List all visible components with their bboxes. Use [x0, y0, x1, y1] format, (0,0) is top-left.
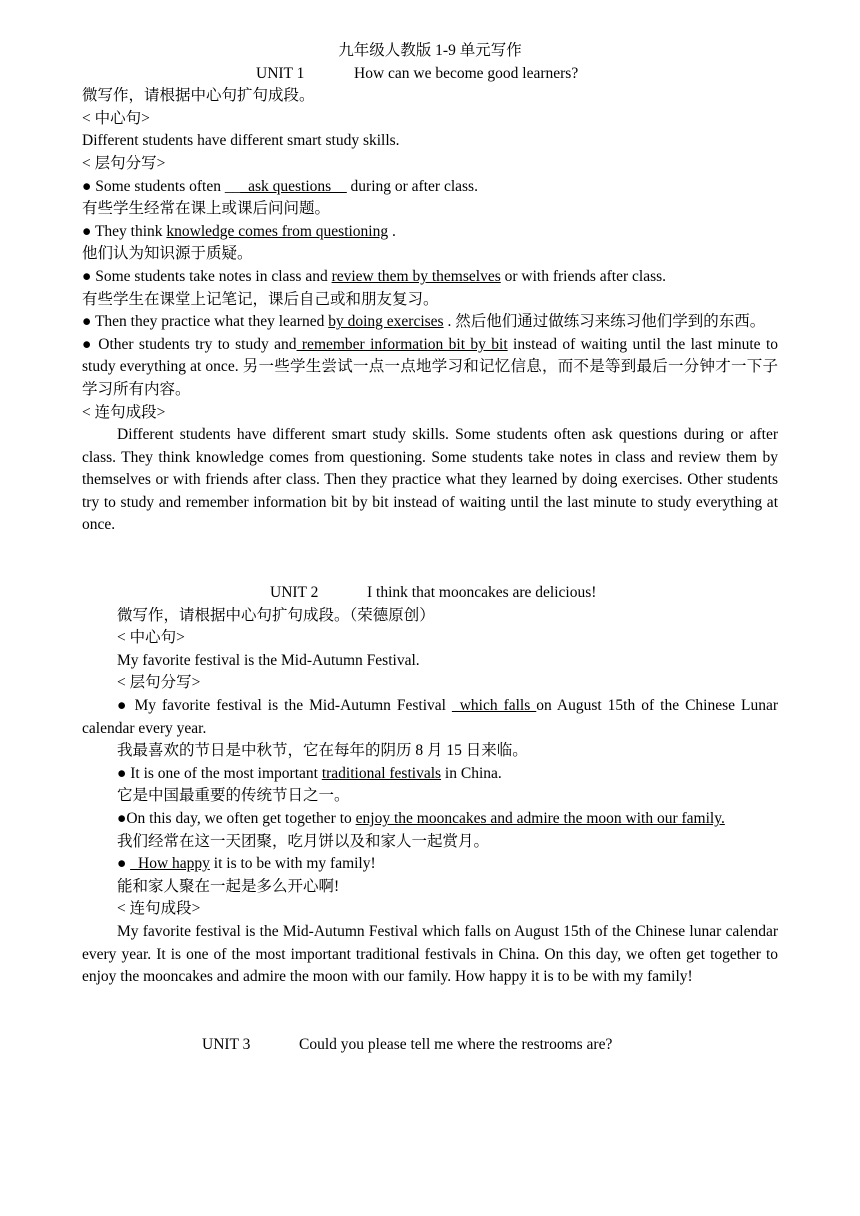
answer-underlined: traditional festivals — [321, 764, 442, 782]
unit2-bullet-1-cn: 我最喜欢的节日是中秋节，它在每年的阴历 8 月 15 日来临。 — [117, 742, 528, 760]
unit2-bullet-3 — [82, 808, 778, 831]
spacer — [82, 989, 778, 1034]
unit1-bullet-1-cn: 有些学生经常在课上或课后问问题。 — [82, 200, 331, 218]
answer-underlined: _ask questions__ — [240, 177, 347, 195]
unit2-number: UNIT 2 — [270, 584, 319, 602]
unit2-paragraph: My favorite festival is the Mid-Autumn Festival which falls on August 15th of the Chinese lunar calendar every year. It is one of the most important traditional festivals in China. On this day, we often get together to enjoy the mooncakes and admire the moon with our family. How happy it is to be with my family! — [82, 922, 778, 986]
unit1-paragraph: Different students have different smart study skills. Some students often ask questions during or after class. They think knowledge comes from questioning. Some students take notes in class and review them by themselves or with friends after class. Then they practice what they learned by doing exercises. Other students try to study and remember information bit by bit instead of waiting until the last minute to study everything at once. — [82, 426, 778, 534]
answer-underlined: review them by themselves — [331, 267, 501, 285]
unit1-center-heading: < 中心句> — [82, 109, 150, 127]
document-page — [82, 40, 778, 1056]
unit1-layer-heading: < 层句分写> — [82, 154, 166, 172]
unit1-join-heading: < 连句成段> — [82, 403, 166, 421]
unit1-bullet-3-cn: 有些学生在课堂上记笔记，课后自己或和朋友复习。 — [82, 290, 439, 308]
unit3-heading — [82, 1034, 778, 1057]
unit1-bullet-3 — [82, 266, 778, 289]
unit2-bullet-2-cn: 它是中国最重要的传统节日之一。 — [117, 787, 350, 805]
unit3-number: UNIT 3 — [202, 1035, 251, 1053]
bullet-text: ●On this day, we often get together to — [117, 810, 356, 827]
unit2-join-heading: < 连句成段> — [117, 900, 201, 918]
unit1-number: UNIT 1 — [256, 64, 305, 82]
answer-underlined: enjoy the mooncakes and admire the moon with our family. — [355, 810, 725, 827]
bullet-text: . — [388, 222, 396, 240]
bullet-text: ● Other students try to study and — [82, 335, 297, 353]
bullet-text: or with friends after class. — [500, 267, 667, 285]
bullet-text: in China. — [441, 764, 502, 782]
unit2-heading — [82, 582, 778, 605]
unit1-bullet-5 — [82, 334, 778, 402]
answer-underlined: _How happy — [130, 855, 210, 873]
spacer — [82, 537, 778, 582]
unit2-bullet-1 — [82, 695, 778, 740]
bullet-text: ● It is one of the most important — [117, 764, 322, 782]
unit1-bullet-2-cn: 他们认为知识源于质疑。 — [82, 245, 253, 263]
unit1-heading — [82, 63, 778, 86]
unit2-layer-heading: < 层句分写> — [117, 674, 201, 692]
unit2-bullet-4-cn: 能和家人聚在一起是多么开心啊! — [117, 877, 340, 895]
bullet-text: ● Some students often __ — [82, 177, 241, 195]
unit2-bullet-2 — [82, 763, 778, 786]
unit1-title: How can we become good learners? — [354, 64, 579, 82]
unit1-bullet-4 — [82, 311, 778, 334]
unit2-instruction: 微写作，请根据中心句扩句成段。（荣德原创） — [117, 606, 435, 624]
bullet-text: instead of waiting until the last minute to study everything at once. 另一些学生尝试一点一点地学习和记忆信息，而不是等到最后一分钟才一下子学习所有内容。 — [82, 335, 779, 398]
unit2-title: I think that mooncakes are delicious! — [367, 584, 597, 602]
bullet-text: during or after class. — [346, 177, 478, 195]
unit2-center-heading: < 中心句> — [117, 629, 185, 647]
bullet-text: ● They think — [82, 222, 167, 240]
unit1-center-sentence: Different students have different smart study skills. — [82, 132, 400, 150]
unit2-bullet-4 — [82, 853, 778, 876]
unit2-center-sentence: My favorite festival is the Mid-Autumn Festival. — [117, 651, 420, 669]
answer-underlined: by doing exercises — [328, 313, 444, 331]
bullet-text: ● Then they practice what they learned — [82, 313, 329, 331]
bullet-text: it is to be with my family! — [209, 855, 376, 873]
unit1-bullet-1 — [82, 176, 778, 199]
bullet-text: ● Some students take notes in class and — [82, 267, 332, 285]
unit1-instruction: 微写作，请根据中心句扩句成段。 — [82, 87, 315, 105]
answer-underlined: _which falls — [451, 697, 537, 715]
unit2-bullet-3-cn: 我们经常在这一天团聚，吃月饼以及和家人一起赏月。 — [117, 832, 490, 850]
answer-underlined: remember information bit by bit — [296, 335, 508, 353]
unit1-bullet-2 — [82, 221, 778, 244]
bullet-text: ● My favorite festival is the Mid-Autumn Festival — [117, 697, 452, 715]
bullet-text: . 然后他们通过做练习来练习他们学到的东西。 — [443, 313, 766, 331]
doc-title: 九年级人教版 1-9 单元写作 — [338, 42, 522, 59]
bullet-text: on August 15th of the Chinese Lunar calendar every year. — [82, 697, 779, 737]
answer-underlined: knowledge comes from questioning — [166, 222, 389, 240]
unit3-title: Could you please tell me where the restrooms are? — [299, 1035, 613, 1053]
bullet-text: ● — [117, 855, 131, 873]
